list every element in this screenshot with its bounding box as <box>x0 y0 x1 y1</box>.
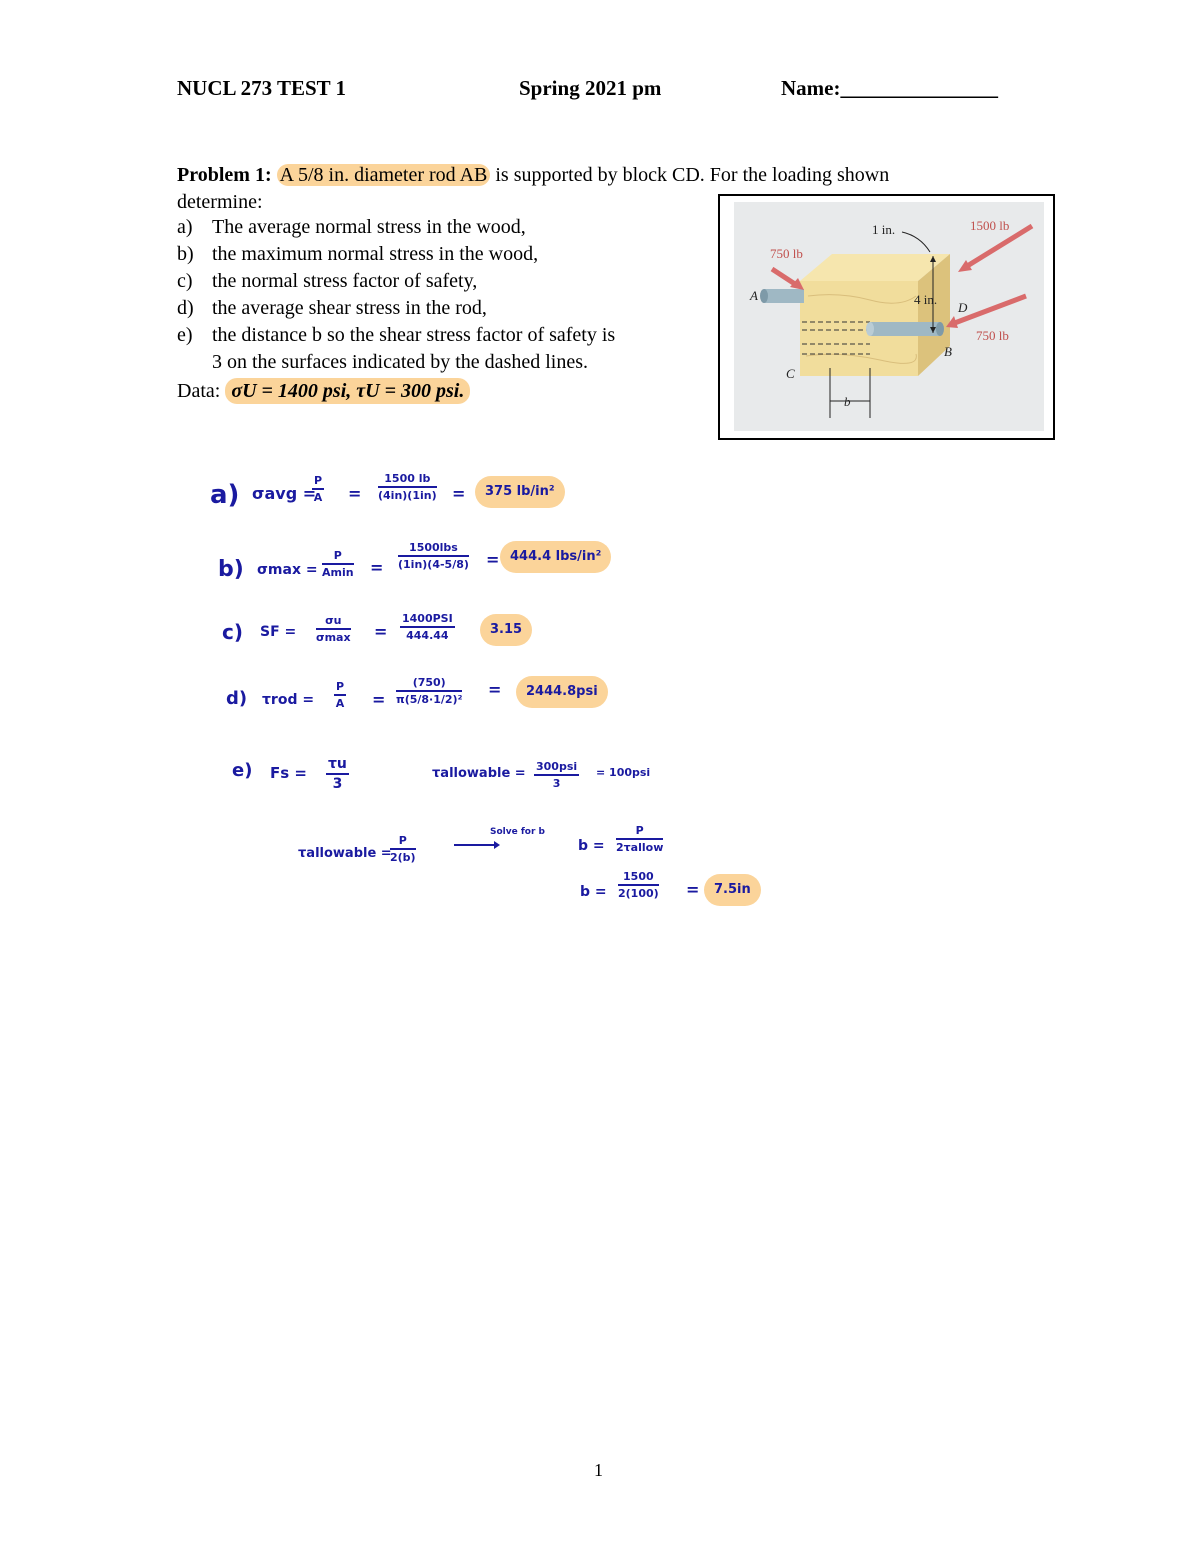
sol-e-b2-frac: $\frac{1500}{2(100)}$ <box>618 870 659 900</box>
rod-left <box>764 289 804 303</box>
sol-e-label: e) <box>232 760 253 781</box>
label-b-point: B <box>944 344 952 359</box>
highlighted-text: A 5/8 in. diameter rod AB <box>277 164 491 186</box>
sol-a-frac2: $\frac{1500 lb}{(4in)(1in)}$ <box>378 472 437 502</box>
sol-b-eq2: = <box>486 550 500 569</box>
sol-d-answer: 2444.8psi <box>516 676 608 708</box>
label-a: A <box>750 288 758 303</box>
label-750-right: 750 lb <box>976 328 1009 343</box>
sol-b-lhs: σmax = <box>257 562 318 578</box>
data-values: σU = 1400 psi, τU = 300 psi. <box>225 378 470 404</box>
statement-rest: is supported by block CD. For the loading shown <box>490 164 890 186</box>
problem-statement <box>177 162 889 189</box>
sol-d-eq2: = <box>488 680 502 699</box>
sol-c-label: c) <box>222 620 243 644</box>
sol-e-b2-lhs: b = <box>580 884 607 900</box>
page-number: 1 <box>594 1460 603 1480</box>
item-d: d) the average shear stress in the rod, <box>177 297 487 319</box>
sol-e-answer: 7.5in <box>704 874 761 906</box>
sol-e-allow2-lhs: τallowable = <box>298 846 392 861</box>
sol-e-lhs: Fs = <box>270 764 307 782</box>
item-a: a) The average normal stress in the wood, <box>177 216 526 238</box>
sol-d-eq1: = <box>372 690 386 709</box>
item-e-continued: 3 on the surfaces indicated by the dashed lines. <box>212 351 588 373</box>
sol-b-eq1: = <box>370 558 384 577</box>
sol-c-frac1: σu σmax <box>316 614 351 644</box>
data-label: Data: <box>177 380 226 402</box>
sol-b-answer: 444.4 lbs/in² <box>500 541 611 573</box>
label-d: D <box>958 300 968 315</box>
solve-note: Solve for b <box>490 827 545 837</box>
rod-block-diagram <box>720 196 1052 437</box>
term-label: Spring 2021 pm <box>519 76 662 100</box>
sol-a-label: a) <box>210 480 240 510</box>
sol-a-frac1: $\frac{P}{A}$ <box>313 474 323 504</box>
sol-e-b1-lhs: b = <box>578 838 605 854</box>
solve-arrow-icon <box>452 838 502 852</box>
sol-b-frac2: 1500lbs (1in)(4-5/8) <box>398 541 469 571</box>
rod-right <box>870 322 940 336</box>
sol-d-lhs: τrod = <box>262 692 315 708</box>
sol-e-allow-frac: 300psi 3 <box>536 760 578 790</box>
problem-label: Problem 1: <box>177 164 272 186</box>
sol-a-answer: 375 lb/in² <box>475 476 565 508</box>
label-c: C <box>786 366 795 381</box>
sol-e-allow2-frac: $\frac{P}{2(b)}$ <box>390 834 416 864</box>
label-1500: 1500 lb <box>970 218 1010 233</box>
sol-c-lhs: SF = <box>260 624 297 640</box>
sol-e-eq: = <box>686 880 700 899</box>
sol-e-frac1: $\frac{\tau u}{3}$ <box>328 756 347 792</box>
sol-d-label: d) <box>226 688 248 709</box>
sol-b-label: b) <box>218 557 244 582</box>
problem-figure <box>718 194 1055 440</box>
sol-d-frac1: $\frac{P}{A}$ <box>335 680 345 710</box>
sol-a-eq1: = <box>348 484 362 503</box>
name-field[interactable]: Name:_______________ <box>781 76 998 100</box>
item-c: c) the normal stress factor of safety, <box>177 270 478 292</box>
item-b: b) the maximum normal stress in the wood, <box>177 243 539 265</box>
sol-e-b1-frac: P 2τallow <box>616 824 664 854</box>
sol-e-allow-result: = 100psi <box>596 766 651 779</box>
sol-d-frac2: $\frac{(750)}{\text{π(5/8·1/2)²}}$ <box>396 676 463 706</box>
course-title: NUCL 273 TEST 1 <box>177 76 347 100</box>
statement-line2: determine: <box>177 191 263 213</box>
data-line <box>177 380 470 403</box>
sol-c-answer: 3.15 <box>480 614 532 646</box>
sol-b-frac1: P Amin <box>322 549 354 579</box>
sol-e-allow-lhs: τallowable = <box>432 766 526 781</box>
label-b-dim: b <box>844 394 851 409</box>
label-4in: 4 in. <box>914 292 938 307</box>
sol-c-frac2: 1400PSI 444.44 <box>402 612 453 642</box>
sol-c-eq1: = <box>374 622 388 641</box>
sol-a-lhs: σavg = <box>252 484 317 503</box>
item-e: e) the distance b so the shear stress factor of safety is <box>177 324 616 346</box>
label-750-left: 750 lb <box>770 246 803 261</box>
label-1in: 1 in. <box>872 222 896 237</box>
sol-a-eq2: = <box>452 484 466 503</box>
